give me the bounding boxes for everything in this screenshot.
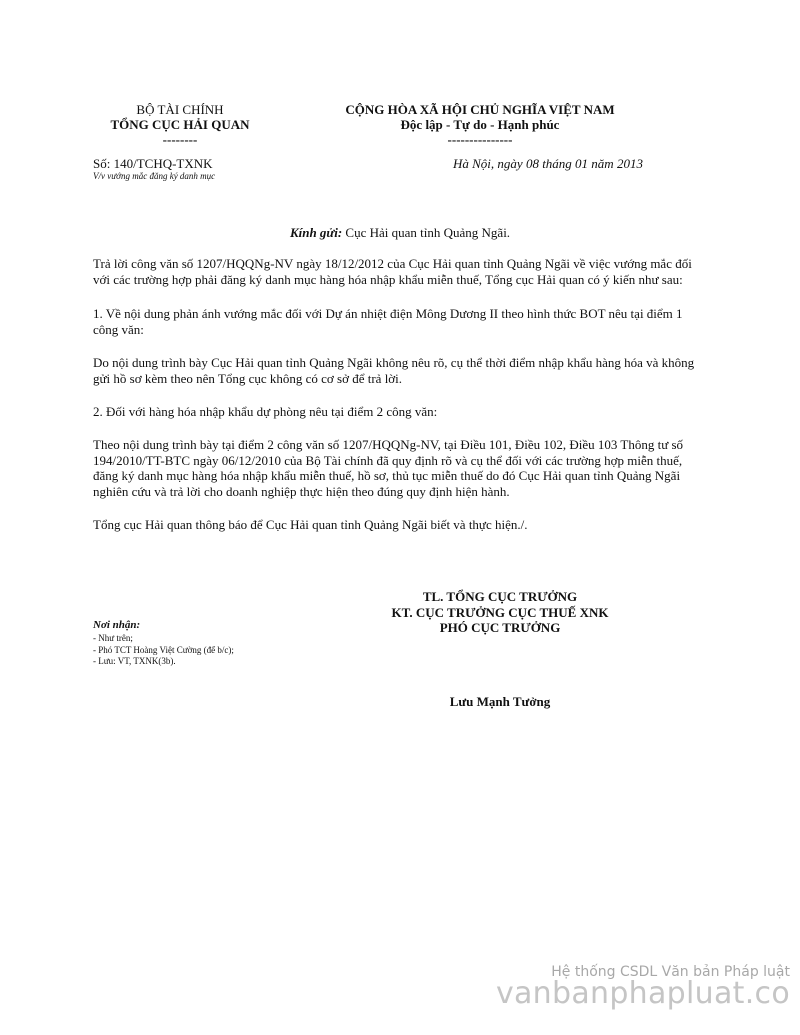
body-paragraph-4: 2. Đối với hàng hóa nhập khẩu dự phòng nêu tại điểm 2 công văn: [93, 404, 438, 419]
place-date: Hà Nội, ngày 08 tháng 01 năm 2013 [453, 156, 643, 171]
recipients-item: - Như trên; [93, 633, 133, 643]
body-paragraph-6: Tổng cục Hải quan thông báo để Cục Hải quan tỉnh Quảng Ngãi biết và thực hiện./. [93, 517, 528, 532]
watermark-site: vanbanphapluat.co [495, 976, 790, 1011]
recipients-title: Nơi nhận: [93, 619, 141, 631]
signer-name: Lưu Mạnh Tưởng [449, 694, 551, 709]
national-header [300, 102, 660, 147]
recipient-name: Cục Hải quan tỉnh Quảng Ngãi. [342, 225, 511, 240]
recipients-item: - Lưu: VT, TXNK(3b). [93, 656, 176, 666]
signature-line-1: TL. TỔNG CỤC TRƯỞNG [422, 589, 578, 604]
document-subject: V/v vướng mắc đăng ký danh mục [93, 171, 216, 181]
body-paragraph-1: Trả lời công văn số 1207/HQQNg-NV ngày 18/12/2012 của Cục Hải quan tỉnh Quảng Ngãi về việc vướng mắc đối với các trường hợp phải đăng ký danh mục hàng hóa nhập khẩu miễn thuế, Tổng cục Hải quan có ý kiến như sau: [93, 256, 692, 287]
recipient-line [0, 225, 800, 241]
document-number: Số: 140/TCHQ-TXNK [93, 156, 213, 171]
recipients-list [93, 633, 234, 668]
country-name: CỘNG HÒA XÃ HỘI CHỦ NGHĨA VIỆT NAM [345, 102, 615, 117]
body-paragraph-5: Theo nội dung trình bày tại điểm 2 công văn số 1207/HQQNg-NV, tại Điều 101, Điều 102, Điều 103 Thông tư số 194/2010/TT-BTC ngày 06/12/2010 của Bộ Tài chính đã quy định rõ và cụ thể đối với các trường hợp miễn thuế, đăng ký danh mục hàng hóa nhập khẩu miễn thuế, hồ sơ, thủ tục miễn thuế do đó Cục Hải quan tỉnh Quảng Ngãi nghiên cứu và trả lời cho doanh nghiệp thực hiện theo đúng quy định hiện hành. [93, 437, 684, 499]
recipients-item: - Phó TCT Hoàng Việt Cường (để b/c); [93, 644, 234, 655]
watermark-caption: Hệ thống CSDL Văn bản Pháp luật [551, 964, 790, 980]
agency-divider: -------- [162, 132, 198, 147]
issuing-agency: TỔNG CỤC HẢI QUAN [110, 117, 250, 132]
national-motto: Độc lập - Tự do - Hạnh phúc [400, 117, 560, 132]
signature-line-3: PHÓ CỤC TRƯỞNG [439, 620, 561, 635]
motto-divider: --------------- [447, 132, 513, 147]
agency-header [80, 102, 280, 147]
body-paragraph-2: 1. Về nội dung phản ánh vướng mắc đối với Dự án nhiệt điện Mông Dương II theo hình thức BOT nêu tại điểm 1 công văn: [93, 306, 683, 337]
signature-line-2: KT. CỤC TRƯỞNG CỤC THUẾ XNK [391, 604, 609, 620]
recipient-label: Kính gửi: [289, 225, 343, 240]
body-paragraph-3: Do nội dung trình bày Cục Hải quan tỉnh Quảng Ngãi không nêu rõ, cụ thể thời điểm nhập khẩu hàng hóa và không gửi hồ sơ kèm theo nên Tổng cục không có cơ sở để trả lời. [93, 355, 695, 386]
parent-agency: BỘ TÀI CHÍNH [136, 102, 224, 117]
signature-block [350, 589, 650, 636]
